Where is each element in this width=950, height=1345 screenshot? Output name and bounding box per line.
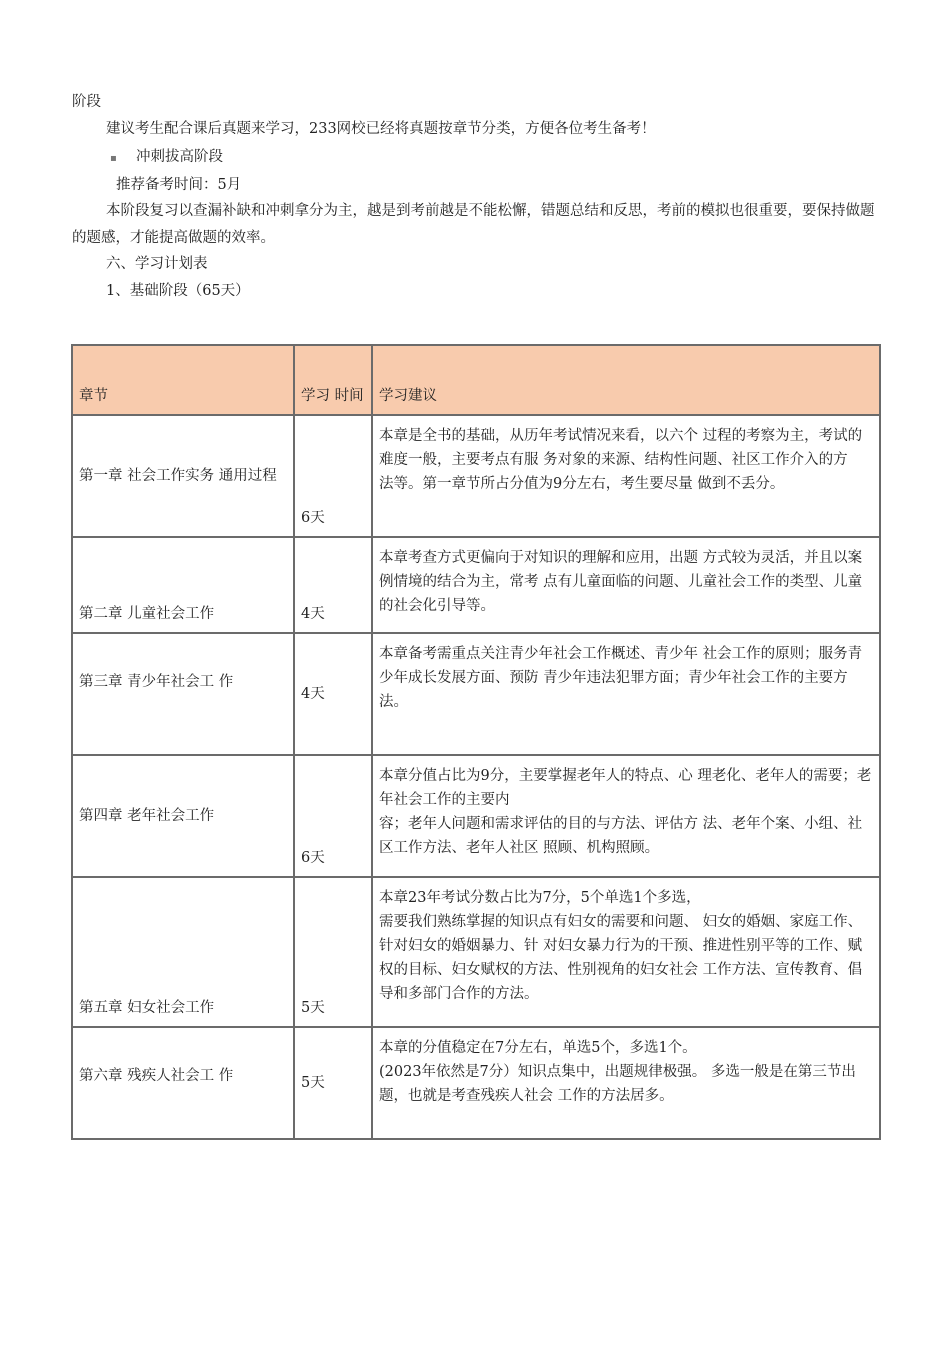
advice-text: 本章分值占比为9分，主要掌握老年人的特点、心 理老化、老年人的需要；老年社会工作的主要内 [379,768,872,808]
header-time: 学习 时间 [294,345,372,415]
advice-cell [372,537,880,633]
table-header-row [72,345,880,415]
header-advice: 学习建议 [372,345,880,415]
time-cell: 6天 [294,755,372,877]
advice-cell [372,633,880,755]
advice-text: 本章的分值稳定在7分左右，单选5个，多选1个。 [379,1040,697,1056]
advice-cell [372,1027,880,1139]
time-cell: 5天 [294,877,372,1027]
advice-text: 法。 [379,694,408,710]
advice-cell [372,415,880,537]
time-cell: 4天 [294,537,372,633]
advice-text: 本章备考需重点关注青少年社会工作概述、青少年 社会工作的原则；服务青少年成长发展方面、预防 青少年违法犯罪方面；青少年社会工作的主要方 [379,646,863,686]
time-cell: 4天 [294,633,372,755]
chapter-cell: 第四章 老年社会工作 [72,755,294,877]
advice-text: 法等。第一章节所占分值为9分左右，考生要尽量 做到不丢分。 [379,476,785,492]
bullet-icon: ▪ [110,153,117,164]
advice-text: 本章考查方式更偏向于对知识的理解和应用，出题 方式较为灵活，并且以案例情境的结合为主，常考 点有儿童面临的问题、儿童社会工作的类型、儿童 的社会化引导等。 [379,550,863,614]
sprint-time: 推荐备考时间：5月 [116,177,242,193]
stage-suggestion: 建议考生配合课后真题来学习，233网校已经将真题按章节分类，方便各位考生备考！ [106,121,656,137]
time-cell: 5天 [294,1027,372,1139]
table-row [72,633,880,755]
study-plan-table [71,344,881,1140]
section-title: 六、学习计划表 [106,256,208,272]
chapter-cell: 第一章 社会工作实务 通用过程 [72,415,294,537]
sprint-title-line [110,147,223,169]
table-row [72,755,880,877]
advice-cell [372,877,880,1027]
chapter-cell: 第三章 青少年社会工 作 [72,633,294,755]
advice-text: (2023年依然是7分）知识点集中，出题规律极强。 多选一般是在第三节出题，也就是考查残疾人社会 工作的方法居多。 [379,1064,856,1104]
time-cell: 6天 [294,415,372,537]
table-row [72,415,880,537]
table-row [72,877,880,1027]
header-chapter: 章节 [72,345,294,415]
chapter-cell: 第五章 妇女社会工作 [72,877,294,1027]
advice-text: 需要我们熟练掌握的知识点有妇女的需要和问题、 妇女的婚姻、家庭工作、针对妇女的婚姻暴力、针 对妇女暴力行为的干预、推进性别平等的工作、赋 权的目标、妇女赋权的方法、性别视角的妇女社会 工作方法、宣传教育、倡导和多部门合作的方法。 [379,914,863,1002]
advice-text: 容；老年人问题和需求评估的目的与方法、评估方 法、老年个案、小组、社区工作方法、老年人社区 照顾、机构照顾。 [379,816,863,856]
table-row [72,1027,880,1139]
advice-text: 本章是全书的基础，从历年考试情况来看，以六个 过程的考察为主，考试的难度一般，主要考点有服 务对象的来源、结构性问题、社区工作介入的方 [379,428,863,468]
subsection-title: 1、基础阶段（65天） [106,283,250,299]
advice-text: 本章23年考试分数占比为7分，5个单选1个多选， [379,890,701,906]
stage-heading: 阶段 [72,94,101,110]
sprint-title: 冲刺拔高阶段 [136,149,223,165]
table-row [72,537,880,633]
advice-cell [372,755,880,877]
chapter-cell: 第二章 儿童社会工作 [72,537,294,633]
sprint-description: 本阶段复习以查漏补缺和冲刺拿分为主，越是到考前越是不能松懈，错题总结和反思，考前的模拟也很重要，要保持做题的题感，才能提高做题的效率。 [72,203,875,246]
chapter-cell: 第六章 残疾人社会工 作 [72,1027,294,1139]
